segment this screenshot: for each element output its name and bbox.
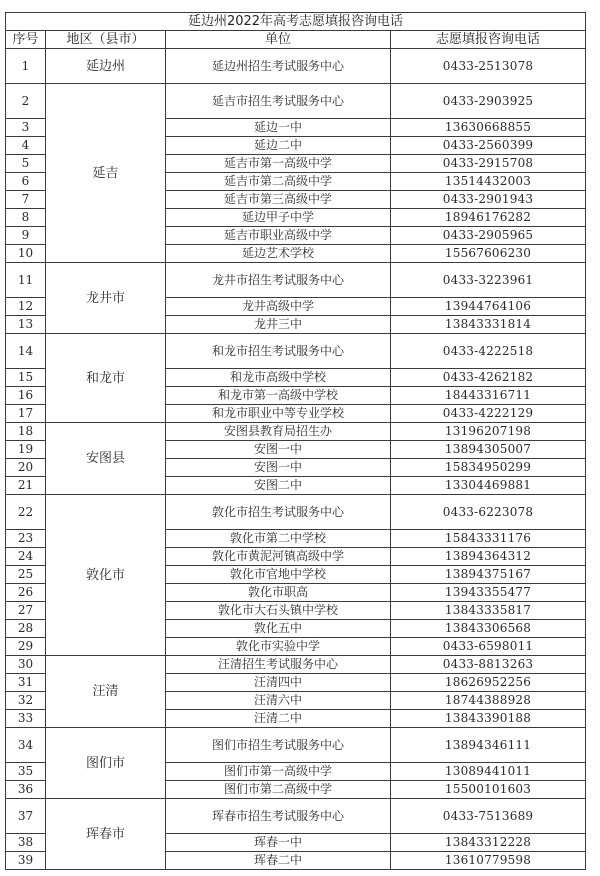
row-number: 34 — [6, 728, 46, 763]
unit-cell: 延吉市招生考试服务中心 — [166, 84, 391, 119]
phone-cell: 13089441011 — [391, 763, 586, 781]
unit-cell: 敦化市招生考试服务中心 — [166, 495, 391, 530]
region-cell: 图们市 — [46, 728, 166, 799]
table-row — [6, 656, 586, 674]
row-number: 36 — [6, 781, 46, 799]
phone-cell: 13843335817 — [391, 602, 586, 620]
unit-cell: 珲春市招生考试服务中心 — [166, 799, 391, 834]
unit-cell: 延吉市第三高级中学 — [166, 191, 391, 209]
row-number: 26 — [6, 584, 46, 602]
unit-cell: 敦化市实验中学 — [166, 638, 391, 656]
row-number: 17 — [6, 405, 46, 423]
table-body — [6, 49, 586, 870]
row-number: 10 — [6, 245, 46, 263]
region-cell: 敦化市 — [46, 495, 166, 656]
unit-cell: 图们市第二高级中学 — [166, 781, 391, 799]
phone-cell: 13894364312 — [391, 548, 586, 566]
row-number: 27 — [6, 602, 46, 620]
header-region: 地区（县市） — [46, 31, 166, 49]
phone-cell: 0433-8813263 — [391, 656, 586, 674]
unit-cell: 敦化市官地中学校 — [166, 566, 391, 584]
phone-cell: 18443316711 — [391, 387, 586, 405]
phone-cell: 15834950299 — [391, 459, 586, 477]
table-title: 延边州2022年高考志愿填报咨询电话 — [6, 13, 586, 31]
unit-cell: 敦化市第二中学校 — [166, 530, 391, 548]
unit-cell: 延吉市第二高级中学 — [166, 173, 391, 191]
row-number: 5 — [6, 155, 46, 173]
row-number: 23 — [6, 530, 46, 548]
header-unit: 单位 — [166, 31, 391, 49]
phone-cell: 0433-4222518 — [391, 334, 586, 369]
row-number: 21 — [6, 477, 46, 495]
unit-cell: 汪清二中 — [166, 710, 391, 728]
table-row — [6, 84, 586, 119]
unit-cell: 安图一中 — [166, 441, 391, 459]
row-number: 20 — [6, 459, 46, 477]
header-number: 序号 — [6, 31, 46, 49]
row-number: 6 — [6, 173, 46, 191]
row-number: 38 — [6, 834, 46, 852]
phone-cell: 0433-3223961 — [391, 263, 586, 298]
row-number: 19 — [6, 441, 46, 459]
header-phone: 志愿填报咨询电话 — [391, 31, 586, 49]
phone-cell: 13894346111 — [391, 728, 586, 763]
region-cell: 安图县 — [46, 423, 166, 495]
phone-cell: 0433-6223078 — [391, 495, 586, 530]
phone-cell: 18744388928 — [391, 692, 586, 710]
phone-cell: 13843331814 — [391, 316, 586, 334]
region-cell: 珲春市 — [46, 799, 166, 870]
unit-cell: 延边一中 — [166, 119, 391, 137]
phone-cell: 13514432003 — [391, 173, 586, 191]
table-row — [6, 263, 586, 298]
phone-cell: 0433-2560399 — [391, 137, 586, 155]
phone-cell: 15500101603 — [391, 781, 586, 799]
unit-cell: 延边州招生考试服务中心 — [166, 49, 391, 84]
unit-cell: 龙井市招生考试服务中心 — [166, 263, 391, 298]
table-row — [6, 49, 586, 84]
unit-cell: 珲春一中 — [166, 834, 391, 852]
phone-cell: 0433-2903925 — [391, 84, 586, 119]
row-number: 2 — [6, 84, 46, 119]
unit-cell: 龙井三中 — [166, 316, 391, 334]
row-number: 39 — [6, 852, 46, 870]
row-number: 9 — [6, 227, 46, 245]
row-number: 35 — [6, 763, 46, 781]
row-number: 24 — [6, 548, 46, 566]
unit-cell: 延边甲子中学 — [166, 209, 391, 227]
row-number: 28 — [6, 620, 46, 638]
row-number: 15 — [6, 369, 46, 387]
phone-cell: 13894375167 — [391, 566, 586, 584]
table-row — [6, 728, 586, 763]
row-number: 16 — [6, 387, 46, 405]
unit-cell: 汪清六中 — [166, 692, 391, 710]
row-number: 22 — [6, 495, 46, 530]
phone-cell: 0433-2901943 — [391, 191, 586, 209]
row-number: 18 — [6, 423, 46, 441]
unit-cell: 汪清招生考试服务中心 — [166, 656, 391, 674]
phone-cell: 0433-2915708 — [391, 155, 586, 173]
unit-cell: 延吉市第一高级中学 — [166, 155, 391, 173]
phone-cell: 0433-2513078 — [391, 49, 586, 84]
row-number: 1 — [6, 49, 46, 84]
unit-cell: 和龙市第一高级中学校 — [166, 387, 391, 405]
row-number: 12 — [6, 298, 46, 316]
phone-cell: 13894305007 — [391, 441, 586, 459]
phone-cell: 0433-7513689 — [391, 799, 586, 834]
row-number: 33 — [6, 710, 46, 728]
unit-cell: 图们市第一高级中学 — [166, 763, 391, 781]
unit-cell: 延边二中 — [166, 137, 391, 155]
row-number: 29 — [6, 638, 46, 656]
phone-cell: 13610779598 — [391, 852, 586, 870]
unit-cell: 延吉市职业高级中学 — [166, 227, 391, 245]
phone-cell: 13944764106 — [391, 298, 586, 316]
region-cell: 龙井市 — [46, 263, 166, 334]
phone-cell: 13943355477 — [391, 584, 586, 602]
unit-cell: 安图一中 — [166, 459, 391, 477]
row-number: 8 — [6, 209, 46, 227]
row-number: 25 — [6, 566, 46, 584]
row-number: 11 — [6, 263, 46, 298]
region-cell: 延边州 — [46, 49, 166, 84]
unit-cell: 珲春二中 — [166, 852, 391, 870]
row-number: 13 — [6, 316, 46, 334]
unit-cell: 敦化市大石头镇中学校 — [166, 602, 391, 620]
unit-cell: 安图二中 — [166, 477, 391, 495]
unit-cell: 和龙市职业中等专业学校 — [166, 405, 391, 423]
row-number: 32 — [6, 692, 46, 710]
row-number: 37 — [6, 799, 46, 834]
phone-cell: 13304469881 — [391, 477, 586, 495]
unit-cell: 安图县教育局招生办 — [166, 423, 391, 441]
unit-cell: 龙井高级中学 — [166, 298, 391, 316]
unit-cell: 图们市招生考试服务中心 — [166, 728, 391, 763]
phone-cell: 13630668855 — [391, 119, 586, 137]
unit-cell: 敦化市职高 — [166, 584, 391, 602]
phone-cell: 15567606230 — [391, 245, 586, 263]
phone-cell: 13843306568 — [391, 620, 586, 638]
phone-cell: 0433-2905965 — [391, 227, 586, 245]
row-number: 31 — [6, 674, 46, 692]
region-cell: 和龙市 — [46, 334, 166, 423]
table-row — [6, 334, 586, 369]
phone-cell: 13843312228 — [391, 834, 586, 852]
unit-cell: 和龙市招生考试服务中心 — [166, 334, 391, 369]
row-number: 7 — [6, 191, 46, 209]
table-row — [6, 495, 586, 530]
unit-cell: 敦化五中 — [166, 620, 391, 638]
phone-cell: 13843390188 — [391, 710, 586, 728]
table-row — [6, 799, 586, 834]
phone-cell: 0433-4222129 — [391, 405, 586, 423]
region-cell: 汪清 — [46, 656, 166, 728]
unit-cell: 敦化市黄泥河镇高级中学 — [166, 548, 391, 566]
phone-cell: 15843331176 — [391, 530, 586, 548]
row-number: 30 — [6, 656, 46, 674]
row-number: 14 — [6, 334, 46, 369]
contact-table — [5, 12, 586, 870]
region-cell: 延吉 — [46, 84, 166, 263]
unit-cell: 汪清四中 — [166, 674, 391, 692]
phone-cell: 18946176282 — [391, 209, 586, 227]
row-number: 4 — [6, 137, 46, 155]
unit-cell: 延边艺术学校 — [166, 245, 391, 263]
table-row — [6, 423, 586, 441]
phone-cell: 18626952256 — [391, 674, 586, 692]
phone-cell: 0433-6598011 — [391, 638, 586, 656]
phone-cell: 13196207198 — [391, 423, 586, 441]
phone-cell: 0433-4262182 — [391, 369, 586, 387]
row-number: 3 — [6, 119, 46, 137]
unit-cell: 和龙市高级中学校 — [166, 369, 391, 387]
